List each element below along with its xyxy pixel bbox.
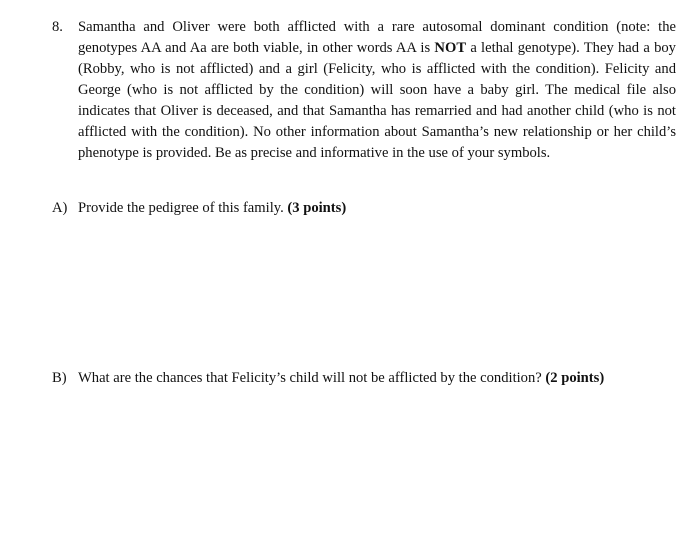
part-b-points: (2 points) [545,370,605,386]
part-a-text: Provide the pedigree of this family. [78,200,288,216]
question-text-part-1: Samantha and Oliver were both afflicted with a rare autosomal dominant condition (note: the genotypes AA and Aa are both viable, in other words AA is [78,19,676,56]
question-text-part-2: a lethal genotype). They had a boy (Robby, who is not afflicted) and a girl (Felicity, who is afflicted with the condition). Felicity and George (who is not afflicted by the condition) will soon have a baby girl. The medical file also indicates that Oliver is deceased, and that Samantha has remarried and had another child (who is not afflicted with the condition). No other information about Samantha’s new relationship or her child’s phenotype is provided. Be as precise and informative in the use of your symbols. [78,40,676,161]
question-text-emphasis: NOT [434,40,467,56]
question-number: 8. [52,19,63,35]
question-text [78,17,676,164]
part-a-points: (3 points) [287,200,347,216]
part-b-label: B) [52,370,67,386]
part-b-text: What are the chances that Felicity’s child will not be afflicted by the condition? [78,370,546,386]
part-a [52,198,346,219]
part-b [52,368,604,389]
part-a-label: A) [52,200,68,216]
